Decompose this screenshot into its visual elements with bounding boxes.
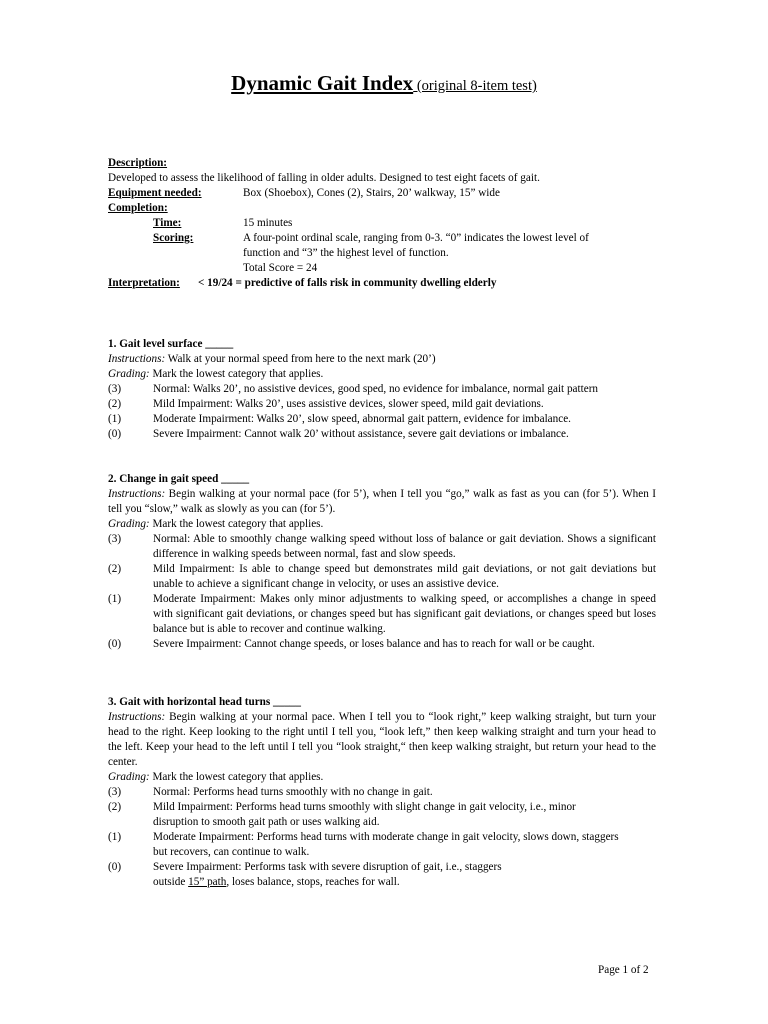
grade-item	[108, 397, 656, 412]
grade-text: Normal: Performs head turns smoothly with no change in gait.	[153, 786, 433, 798]
grade-score: (3)	[108, 533, 122, 545]
section-title: 2. Change in gait speed _____	[108, 473, 250, 485]
section-change-in-gait-speed	[108, 472, 656, 652]
grade-score: (0)	[108, 428, 122, 440]
grading	[108, 770, 656, 785]
grade-score: (2)	[108, 563, 122, 575]
grade-text-pre: outside	[153, 876, 189, 888]
section-gait-level-surface	[108, 337, 656, 442]
grade-text-post: , loses balance, stops, reaches for wall.	[226, 876, 400, 888]
time-value: 15 minutes	[243, 217, 293, 229]
instructions	[108, 710, 656, 770]
instructions-text: Begin walking at your normal pace. When I tell you to “look right,” keep walking straight, but turn your head to the right. Keep looking to the right until I tell you, “look left,” then keep walking straight and turn your head to the left. Keep your head to the left until I tell you “look straight,“ then keep walking straight, but return your head to the center.	[108, 711, 656, 768]
grade-item	[108, 532, 656, 562]
instructions-label: Instructions:	[108, 488, 166, 500]
section-title: 3. Gait with horizontal head turns _____	[108, 696, 301, 708]
interpretation-label: Interpretation:	[108, 277, 180, 289]
scoring-label: Scoring:	[153, 232, 194, 244]
grade-score: (0)	[108, 638, 122, 650]
instructions-text: Walk at your normal speed from here to the next mark (20’)	[165, 353, 436, 365]
description-label: Description:	[108, 157, 168, 169]
grade-text: Moderate Impairment: Walks 20’, slow speed, abnormal gait pattern, evidence for imbalance.	[153, 413, 571, 425]
grade-score: (2)	[108, 398, 122, 410]
grade-score: (3)	[108, 383, 122, 395]
grade-text: Mild Impairment: Walks 20’, uses assistive devices, slower speed, mild gait deviations.	[153, 398, 544, 410]
grading-label: Grading:	[108, 771, 150, 783]
grade-item	[108, 592, 656, 637]
grade-score: (1)	[108, 413, 122, 425]
grade-item	[108, 637, 656, 652]
grade-item	[108, 785, 656, 800]
grade-item	[108, 830, 656, 860]
grade-text: Mild Impairment: Performs head turns smoothly with slight change in gait velocity, i.e., minor disruption to smooth gait path or uses walking aid.	[153, 801, 576, 828]
grading	[108, 367, 656, 382]
page-number: Page 1 of 2	[598, 964, 649, 976]
scoring-line-1: A four-point ordinal scale, ranging from 0-3. “0” indicates the lowest level of	[243, 232, 589, 244]
interpretation-value: < 19/24 = predictive of falls risk in community dwelling elderly	[198, 277, 497, 289]
grade-score: (1)	[108, 593, 122, 605]
section-horizontal-head-turns	[108, 695, 656, 890]
grade-score: (1)	[108, 831, 122, 843]
completion-label: Completion:	[108, 202, 168, 214]
grade-item	[108, 412, 656, 427]
grade-score: (0)	[108, 861, 122, 873]
grade-text: Normal: Walks 20’, no assistive devices, good sped, no evidence for imbalance, normal gait pattern	[153, 383, 599, 395]
grade-item	[108, 427, 656, 442]
grade-text: Mild Impairment: Is able to change speed but demonstrates mild gait deviations, or not gait deviations but unable to achieve a significant change in velocity, or uses an assistive device.	[153, 563, 656, 590]
grade-text: Normal: Able to smoothly change walking speed without loss of balance or gait deviation. Shows a significant difference in walking speeds between normal, fast and slow speeds.	[153, 533, 656, 560]
path-width-underlined: 15” path	[188, 876, 227, 888]
grade-item	[108, 382, 656, 397]
time-label: Time:	[153, 217, 182, 229]
grade-item	[108, 860, 656, 890]
grade-item	[108, 800, 656, 830]
grading-label: Grading:	[108, 368, 150, 380]
grade-text-line-1: Severe Impairment: Performs task with severe disruption of gait, i.e., staggers	[153, 861, 502, 873]
grade-score: (2)	[108, 801, 122, 813]
grade-text: Moderate Impairment: Performs head turns with moderate change in gait velocity, slows down, staggers but recovers, can continue to walk.	[153, 831, 619, 858]
instructions	[108, 352, 656, 367]
title-subtitle: (original 8-item test)	[413, 78, 537, 94]
title-main: Dynamic Gait Index	[231, 71, 414, 95]
instructions-label: Instructions:	[108, 353, 166, 365]
grade-text: Severe Impairment: Cannot walk 20’ without assistance, severe gait deviations or imbalance.	[153, 428, 569, 440]
instructions-label: Instructions:	[108, 711, 166, 723]
scoring-line-3: Total Score = 24	[243, 262, 318, 274]
equipment-label: Equipment needed:	[108, 187, 202, 199]
grade-text: Moderate Impairment: Makes only minor adjustments to walking speed, or accomplishes a change in speed with significant gait deviations, or changes speed but has significant gait deviations, or changes speed but loses balance but is able to recover and continue walking.	[153, 593, 656, 635]
grading-text: Mark the lowest category that applies.	[149, 518, 324, 530]
page-title	[0, 71, 768, 95]
instructions-text: Begin walking at your normal pace (for 5’), when I tell you “go,” walk as fast as you can (for 5’). When I tell you “slow,” walk as slowly as you can (for 5’).	[108, 488, 656, 515]
description-text: Developed to assess the likelihood of falling in older adults. Designed to test eight facets of gait.	[108, 172, 540, 184]
grading	[108, 517, 656, 532]
grading-text: Mark the lowest category that applies.	[149, 771, 324, 783]
scoring-line-2: function and “3” the highest level of function.	[243, 247, 449, 259]
grade-text: Severe Impairment: Cannot change speeds, or loses balance and has to reach for wall or be caught.	[153, 638, 595, 650]
grading-text: Mark the lowest category that applies.	[149, 368, 324, 380]
grading-label: Grading:	[108, 518, 150, 530]
grade-text-line-2	[153, 875, 656, 890]
equipment-value: Box (Shoebox), Cones (2), Stairs, 20’ walkway, 15” wide	[243, 187, 500, 199]
instructions	[108, 487, 656, 517]
grade-item	[108, 562, 656, 592]
section-title: 1. Gait level surface _____	[108, 338, 234, 350]
grade-score: (3)	[108, 786, 122, 798]
